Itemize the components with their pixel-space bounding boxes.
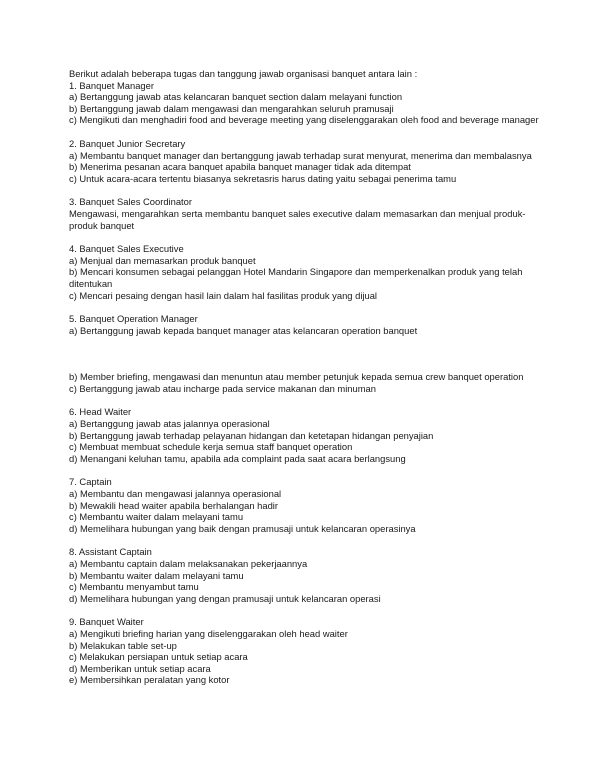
list-item: a) Membantu captain dalam melaksanakan pekerjaannya xyxy=(69,558,308,569)
list-item: b) Mencari konsumen sebagai pelanggan Hotel Mandarin Singapore dan memperkenalkan produk yang telah ditentukan xyxy=(69,266,523,289)
list-item: d) Memelihara hubungan yang baik dengan pramusaji untuk kelancaran operasinya xyxy=(69,522,416,534)
list-item: c) Melakukan persiapan untuk setiap acara xyxy=(69,651,248,663)
intro-text: Berikut adalah beberapa tugas dan tanggung jawab organisasi banquet antara lain : xyxy=(69,68,418,79)
list-item: b) Melakukan table set-up xyxy=(69,639,177,651)
section-title-banquet-waiter: 9. Banquet Waiter xyxy=(69,616,144,628)
list-item: c) Mengikuti dan menghadiri food and beverage meeting yang diselenggarakan oleh food and beverage manager xyxy=(69,114,539,126)
list-item: a) Membantu banquet manager dan bertanggung jawab terhadap surat menyurat, menerima dan membalasnya xyxy=(69,149,532,161)
list-item: Mengawasi, mengarahkan serta membantu banquet sales executive dalam memasarkan dan menjual produk-produk banquet xyxy=(69,207,526,231)
list-item: a) Menjual dan memasarkan produk banquet xyxy=(69,254,256,266)
document-page xyxy=(69,68,539,686)
list-item: b) Membantu waiter dalam melayani tamu xyxy=(69,569,244,581)
list-item: b) Mewakili head waiter apabila berhalangan hadir xyxy=(69,499,278,511)
list-item: b) Member briefing, mengawasi dan menuntun atau member petunjuk kepada semua crew banquet operation xyxy=(69,371,524,383)
list-item: d) Memelihara hubungan yang dengan pramusaji untuk kelancaran operasi xyxy=(69,592,381,604)
section-title-banquet-sales-executive: 4. Banquet Sales Executive xyxy=(69,243,184,255)
section-title-banquet-junior-secretary: 2. Banquet Junior Secretary xyxy=(69,137,186,149)
list-item: b) Bertanggung jawab terhadap pelayanan hidangan dan ketetapan hidangan penyajian xyxy=(69,429,434,441)
list-item: b) Bertanggung jawab dalam mengawasi dan mengarahkan seluruh pramusaji xyxy=(69,102,394,114)
list-item: c) Membuat membuat schedule kerja semua staff banquet operation xyxy=(69,441,353,453)
list-item: c) Bertanggung jawab atau incharge pada service makanan dan minuman xyxy=(69,382,376,394)
list-item: c) Untuk acara-acara tertentu biasanya sekretasris harus dating yaitu sebagai penerima tamu xyxy=(69,172,457,184)
list-item: a) Membantu dan mengawasi jalannya operasional xyxy=(69,488,282,500)
list-item: e) Membersihkan peralatan yang kotor xyxy=(69,674,230,686)
section-title-head-waiter: 6. Head Waiter xyxy=(69,406,132,418)
list-item: a) Bertanggung jawab atas kelancaran banquet section dalam melayani function xyxy=(69,91,403,103)
list-item: d) Menangani keluhan tamu, apabila ada complaint pada saat acara berlangsung xyxy=(69,452,406,464)
list-item: a) Mengikuti briefing harian yang diselenggarakan oleh head waiter xyxy=(69,627,348,639)
list-item: d) Memberikan untuk setiap acara xyxy=(69,662,211,674)
list-item: b) Menerima pesanan acara banquet apabila banquet manager tidak ada ditempat xyxy=(69,161,411,173)
list-item: c) Membantu menyambut tamu xyxy=(69,581,199,593)
list-item: c) Membantu waiter dalam melayani tamu xyxy=(69,511,244,523)
section-title-assistant-captain: 8. Assistant Captain xyxy=(69,546,152,558)
section-title-banquet-sales-coordinator: 3. Banquet Sales Coordinator xyxy=(69,196,192,208)
section-title-banquet-operation-manager: 5. Banquet Operation Manager xyxy=(69,313,198,325)
list-item: a) Bertanggung jawab kepada banquet manager atas kelancaran operation banquet xyxy=(69,324,418,336)
list-item: c) Mencari pesaing dengan hasil lain dalam hal fasilitas produk yang dijual xyxy=(69,289,377,301)
section-title-banquet-manager: 1. Banquet Manager xyxy=(69,79,154,91)
list-item: a) Bertanggung jawab atas jalannya operasional xyxy=(69,418,270,430)
section-title-captain: 7. Captain xyxy=(69,476,112,488)
